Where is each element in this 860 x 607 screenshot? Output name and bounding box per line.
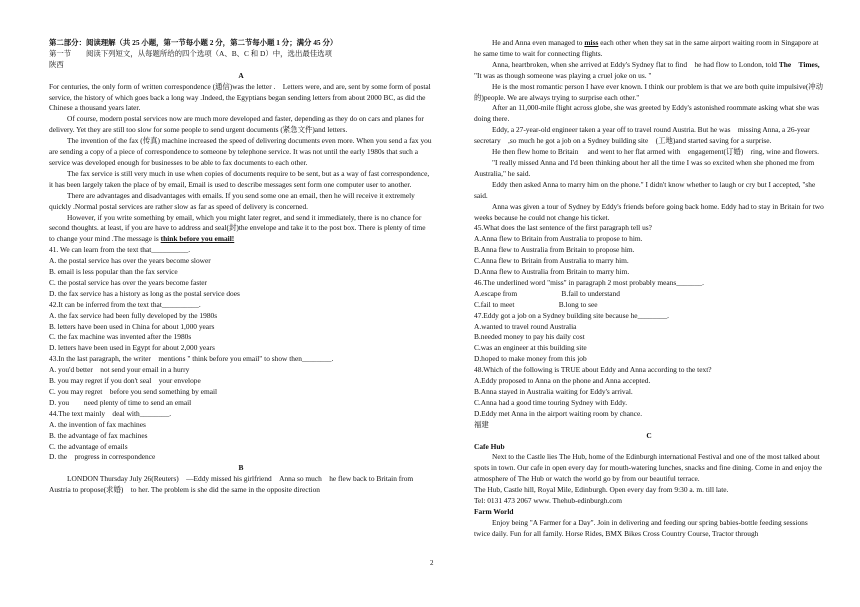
passage-b-paragraph-6: Eddy, a 27-year-old engineer taken a year off to travel round Austria. But he was missing Anna, a 26-year secretary ,so much he got a job on a Sydney building site (工地)and started saving for a surprise. (474, 125, 810, 146)
option-44b: B. the advantage of fax machines (49, 430, 148, 440)
province-label-fujian: 福建 (474, 419, 489, 429)
section-instruction: 第一节 阅读下列短文，从每题所给的四个选项（A、B、C 和 D）中，选出最佳选项 (49, 48, 332, 58)
option-48b: B.Anna stayed in Australia waiting for Eddy's arrival. (474, 387, 633, 396)
option-47d: D.hoped to make money from this job (474, 354, 587, 364)
option-43d: D. you need plenty of time to send an email (49, 397, 192, 407)
passage-c-letter: C (646, 430, 652, 440)
passage-b-paragraph-3 (474, 60, 824, 82)
question-43: 43.In the last paragraph, the writer mentions " think before you email" to show then________. (49, 354, 334, 364)
paragraph-3-start: Anna, heartbroken, when she arrived at Eddy's Sydney flat to find he had flow to London, told (492, 59, 777, 69)
options-46cd: C.fail to meet B.long to see (474, 299, 598, 309)
option-47c: C.was an engineer at this building site (474, 343, 587, 353)
option-45a: A.Anna flew to Britain from Australia to propose to him. (474, 234, 643, 244)
passage-b-paragraph-1: LONDON Thursday July 26(Reuters) —Eddy missed his girlfriend Anna so much he flew back to Britain from Austria to propose(求婚) to her. The problem is she did the same in the opposite direction (49, 474, 414, 495)
option-42d: D. letters have been used in Egypt for about 2,000 years (49, 343, 215, 353)
paragraph-2-end: each other when they sat in the same airport waiting room in Singapore at he same time to wait for connecting flights. (474, 38, 819, 58)
option-48d: D.Eddy met Anna in the airport waiting room by chance. (474, 408, 643, 418)
passage-b-paragraph-8: "I really missed Anna and I'd been thinking about her all the time I was so excited when she phoned me from Australia," he said. (474, 157, 815, 178)
passage-a-paragraph-3: The invention of the fax (传真) machine increased the speed of delivering documents even more. When you send a fax you are sending a copy of a piece of correspondence to someone by telephone service. It was not until the early 1980s that such a service was developed enough for businesses to be able to fax documents to each other. (49, 136, 432, 167)
cafe-hub-address: The Hub, Castle hill, Royal Mile, Edinburgh. Open every day from 9:30 a. m. till late. (474, 485, 729, 495)
option-41b: B. email is less popular than the fax service (49, 267, 178, 277)
passage-b-paragraph-2 (474, 38, 824, 60)
passage-a-letter: A (238, 70, 244, 80)
passage-b-letter: B (238, 463, 244, 473)
option-44a: A. the invention of fax machines (49, 419, 146, 429)
option-45d: D.Anna flew to Australia from Britain to marry him. (474, 267, 630, 277)
farm-world-description: Enjoy being "A Farmer for a Day". Join in delivering and feeding our spring babies-bottle feeding sessions twice daily. Fun for all family. Horse Rides, BMX Bikes Cross Country Course, Tractor through (474, 517, 808, 538)
question-45: 45.What does the last sentence of the first paragraph tell us? (474, 223, 652, 233)
option-41d: D. the fax service has a history as long as the postal service does (49, 288, 240, 298)
cafe-hub-description: Next to the Castle lies The Hub, home of the Edinburgh international Festival and one of the most talked about spots in town. Our cafe in open every day for mouth-watering lunches, snacks and fine dining. Come in and enjoy the atmosphere of The Hub or watch the world go by from our beautiful terrace. (474, 452, 822, 484)
option-47b: B.needed money to pay his daily cost (474, 332, 585, 342)
paragraph-3-quote: "It was as though someone was playing a cruel joke on us. " (474, 70, 652, 80)
paragraph-2-start: He and Anna even managed to (492, 38, 583, 47)
question-42: 42.It can be inferred from the text that__________. (49, 299, 201, 309)
option-48a: A.Eddy proposed to Anna on the phone and Anna accepted. (474, 376, 651, 386)
farm-world-title: Farm World (474, 506, 514, 516)
passage-b-paragraph-5: After an 11,000-mile flight across globe, she was greeted by Eddy's astonished roommate asking what she was doing there. (474, 103, 819, 124)
question-41: 41. We can learn from the text that__________. (49, 245, 191, 255)
passage-a-paragraph-4: The fax service is still very much in use when copies of documents require to be sent, but as a way of fast correspondence, it has been largely taken the place of by email, Email is used to describe messages sent form one computer user to another. (49, 168, 430, 189)
passage-a-paragraph-1: For centuries, the only form of written correspondence (通信)was the letter . Letters were, and are, sent by some form of postal service, the history of which goes back a long way .Indeed, the Egyptians began sending letters from about 2000 BC, as did the Chinese a thousand years later. (49, 81, 431, 113)
passage-a-paragraph-5: There are advantages and disadvantages with emails. If you send some one an email, then he will receive it extremely quickly .Normal postal services are rather slow as far as speed of delivery is concerned. (49, 190, 415, 211)
question-47: 47.Eddy got a job on a Sydney building site because he________. (474, 310, 670, 320)
passage-b-paragraph-9: Eddy then asked Anna to marry him on the phone." I didn't know whether to laugh or cry but I accepted, "she said. (474, 179, 816, 200)
option-41c: C. the postal service has over the years become faster (49, 277, 208, 287)
passage-a-paragraph-2: Of course, modern postal services now are much more developed and faster, depending as they do on cars and planes for delivery. Yet they are still too slow for some people to send urgent documents (紧急文件)and letters. (49, 114, 424, 135)
option-42c: C. the fax machine was invented after the 1980s (49, 332, 192, 342)
cafe-hub-title: Cafe Hub (474, 441, 505, 451)
passage-a-paragraph-6 (49, 213, 433, 246)
option-41a: A. the postal service has over the years become slower (49, 256, 211, 266)
question-44: 44.The text mainly deal with________. (49, 408, 172, 418)
question-48: 48.Which of the following is TRUE about Eddy and Anna according to the text? (474, 365, 712, 375)
option-43a: A. you'd better not send your email in a hurry (49, 365, 190, 375)
question-46: 46.The underlined word "miss" in paragraph 2 most probably means_______. (474, 277, 704, 287)
newspaper-name: The Times, (778, 59, 820, 69)
option-44d: D. the progress in correspondence (49, 452, 156, 462)
key-message: think before you email! (160, 234, 235, 244)
passage-b-paragraph-7: He then flew home to Britain and went to her flat armed with engagement(订婚) ring, wine and flowers. (492, 147, 819, 157)
option-42b: B. letters have been used in China for about 1,000 years (49, 321, 215, 331)
underlined-word-miss: miss (584, 38, 599, 47)
passage-b-paragraph-4: He is the most romantic person I have ever known. I think our problem is that we are both quite impulsive(冲动的)people. We are always trying to surprise each other." (474, 81, 824, 102)
option-48c: C.Anna had a good time touring Sydney with Eddy. (474, 397, 628, 407)
page-number: 2 (430, 559, 434, 567)
option-45c: C.Anna flew to Britain from Australia to marry him. (474, 256, 629, 266)
option-47a: A.wanted to travel round Australia (474, 321, 577, 331)
option-44c: C. the advantage of emails (49, 441, 128, 451)
right-column (474, 38, 824, 540)
option-43b: B. you may regret if you don't seal your envelope (49, 376, 201, 386)
option-42a: A. the fax service had been fully developed by the 1980s (49, 310, 218, 320)
option-45b: B.Anna flew to Australia from Britain to propose him. (474, 245, 635, 255)
paragraph-6-text: However, if you write something by email, which you might later regret, and send it immediately, there is no chance for second thoughts. at least, if you are have to address and seal(封)the envelope and take it to the post box. There is plenty of time to change your mind .The message is (49, 212, 426, 244)
cafe-hub-contact: Tel: 0131 473 2067 www. Thehub-edinburgh.com (474, 496, 622, 506)
passage-b-paragraph-10: Anna was given a tour of Sydney by Eddy's friends before going back home. Eddy had to stay in Britain for two weeks because he could not change his ticket. (474, 201, 824, 222)
left-column (49, 38, 433, 496)
options-46ab: A.escape from B.fail to understand (474, 288, 620, 298)
province-label: 陕西 (49, 59, 64, 69)
section-header: 第二部分：阅读理解（共 25 小题，第一节每小题 2 分，第二节每小题 1 分；满分 45 分） (49, 38, 338, 47)
option-43c: C. you may regret before you send something by email (49, 387, 218, 396)
